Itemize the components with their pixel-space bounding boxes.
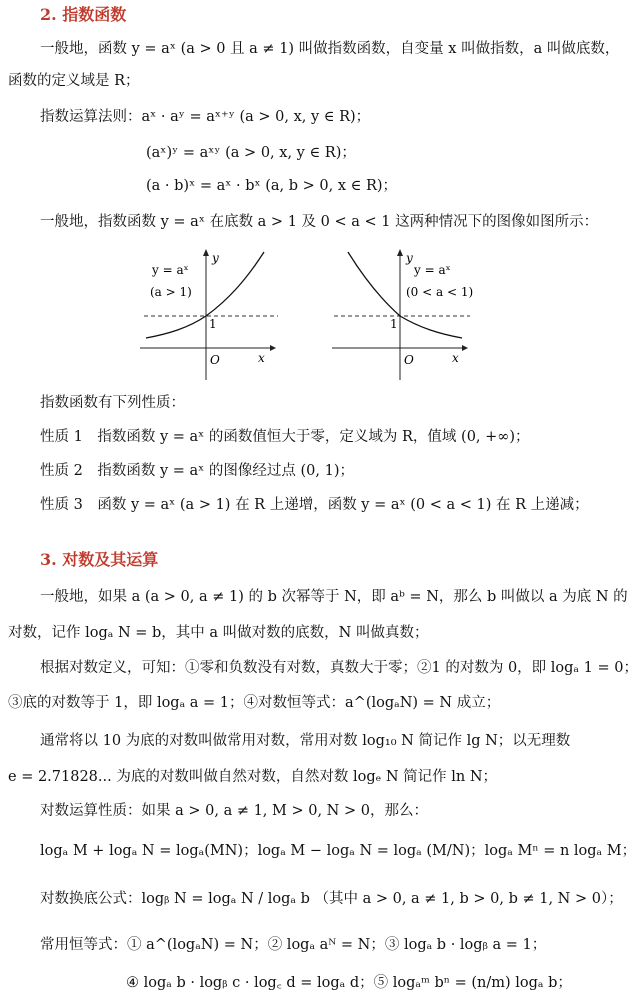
property-3: 性质 3 函数 y = aˣ (a > 1) 在 R 上递增，函数 y = aˣ (0 < a < 1) 在 R 上递减； [40,497,589,513]
graph-decreasing [330,248,480,383]
s3-paragraph-1-line-1: 一般地，如果 a (a > 0, a ≠ 1) 的 b 次幂等于 N，即 aᵇ = N，那么 b 叫做以 a 为底 N 的 [40,589,628,605]
s3-paragraph-1-line-2: 对数，记作 logₐ N = b，其中 a 叫做对数的底数，N 叫做真数； [8,625,429,641]
exponent-rule-2: (aˣ)ʸ = aˣʸ (a > 0, x, y ∈ R)； [146,145,356,161]
common-identities-line-2: ④ logₐ b · logᵦ c · log꜀ d = logₐ d；⑤ logₐᵐ bⁿ = (n/m) logₐ b； [126,975,572,991]
graph1-x-label: x [258,351,265,365]
log-properties-intro: 对数运算性质：如果 a > 0, a ≠ 1, M > 0, N > 0，那么： [40,803,428,819]
properties-intro: 指数函数有下列性质： [40,395,185,411]
s3-paragraph-2-line-2: ③底的对数等于 1，即 logₐ a = 1；④对数恒等式：a^(logₐN) = N 成立； [8,695,501,711]
property-1: 性质 1 指数函数 y = aˣ 的函数值恒大于零，定义域为 R，值域 (0, +∞)； [40,429,530,445]
change-of-base-formula: 对数换底公式：logᵦ N = logₐ N / logₐ b （其中 a > 0, a ≠ 1, b > 0, b ≠ 1, N > 0）； [40,891,623,907]
log-properties-formulas: logₐ M + logₐ N = logₐ(MN)；logₐ M − logₐ N = logₐ (M/N)；logₐ Mⁿ = n logₐ M； [40,843,637,859]
graph2-x-label: x [452,351,459,365]
exponent-rule-1: 指数运算法则：aˣ · aʸ = aˣ⁺ʸ (a > 0, x, y ∈ R)； [40,109,371,125]
s2-paragraph-line-1: 一般地，函数 y = aˣ (a > 0 且 a ≠ 1) 叫做指数函数，自变量 x 叫做指数，a 叫做底数， [40,41,620,57]
graph2-equation: y = aˣ [414,263,451,277]
graph1-origin-label: O [210,353,220,367]
section-3-heading: 3. 对数及其运算 [40,550,159,569]
common-identities-line-1: 常用恒等式：① a^(logₐN) = N；② logₐ aᴺ = N；③ logₐ b · logᵦ a = 1； [40,937,547,953]
exponent-rule-3: (a · b)ˣ = aˣ · bˣ (a, b > 0, x ∈ R)； [146,178,398,194]
graph1-equation: y = aˣ [152,263,189,277]
graph2-origin-label: O [404,353,414,367]
s3-paragraph-3-line-1: 通常将以 10 为底的对数叫做常用对数，常用对数 log₁₀ N 简记作 lg N；以无理数 [40,733,571,749]
graph-increasing [138,248,288,383]
section-2-heading: 2. 指数函数 [40,5,127,24]
graph2-condition: (0 < a < 1) [406,285,474,299]
graph1-y-label: y [212,251,219,265]
graph2-one-label: 1 [390,317,398,331]
graph1-condition: (a > 1) [150,285,192,299]
s3-paragraph-2-line-1: 根据对数定义，可知：①零和负数没有对数，真数大于零；②1 的对数为 0，即 logₐ 1 = 0； [40,660,638,676]
s2-paragraph-line-2: 函数的定义域是 R； [8,73,140,89]
s3-paragraph-3-line-2: e = 2.71828... 为底的对数叫做自然对数，自然对数 logₑ N 简记作 ln N； [8,769,498,785]
property-2: 性质 2 指数函数 y = aˣ 的图像经过点 (0, 1)； [40,463,354,479]
graph1-one-label: 1 [209,317,217,331]
graph2-y-label: y [406,251,413,265]
graph-intro: 一般地，指数函数 y = aˣ 在底数 a > 1 及 0 < a < 1 这两种情况下的图像如图所示： [40,214,599,230]
